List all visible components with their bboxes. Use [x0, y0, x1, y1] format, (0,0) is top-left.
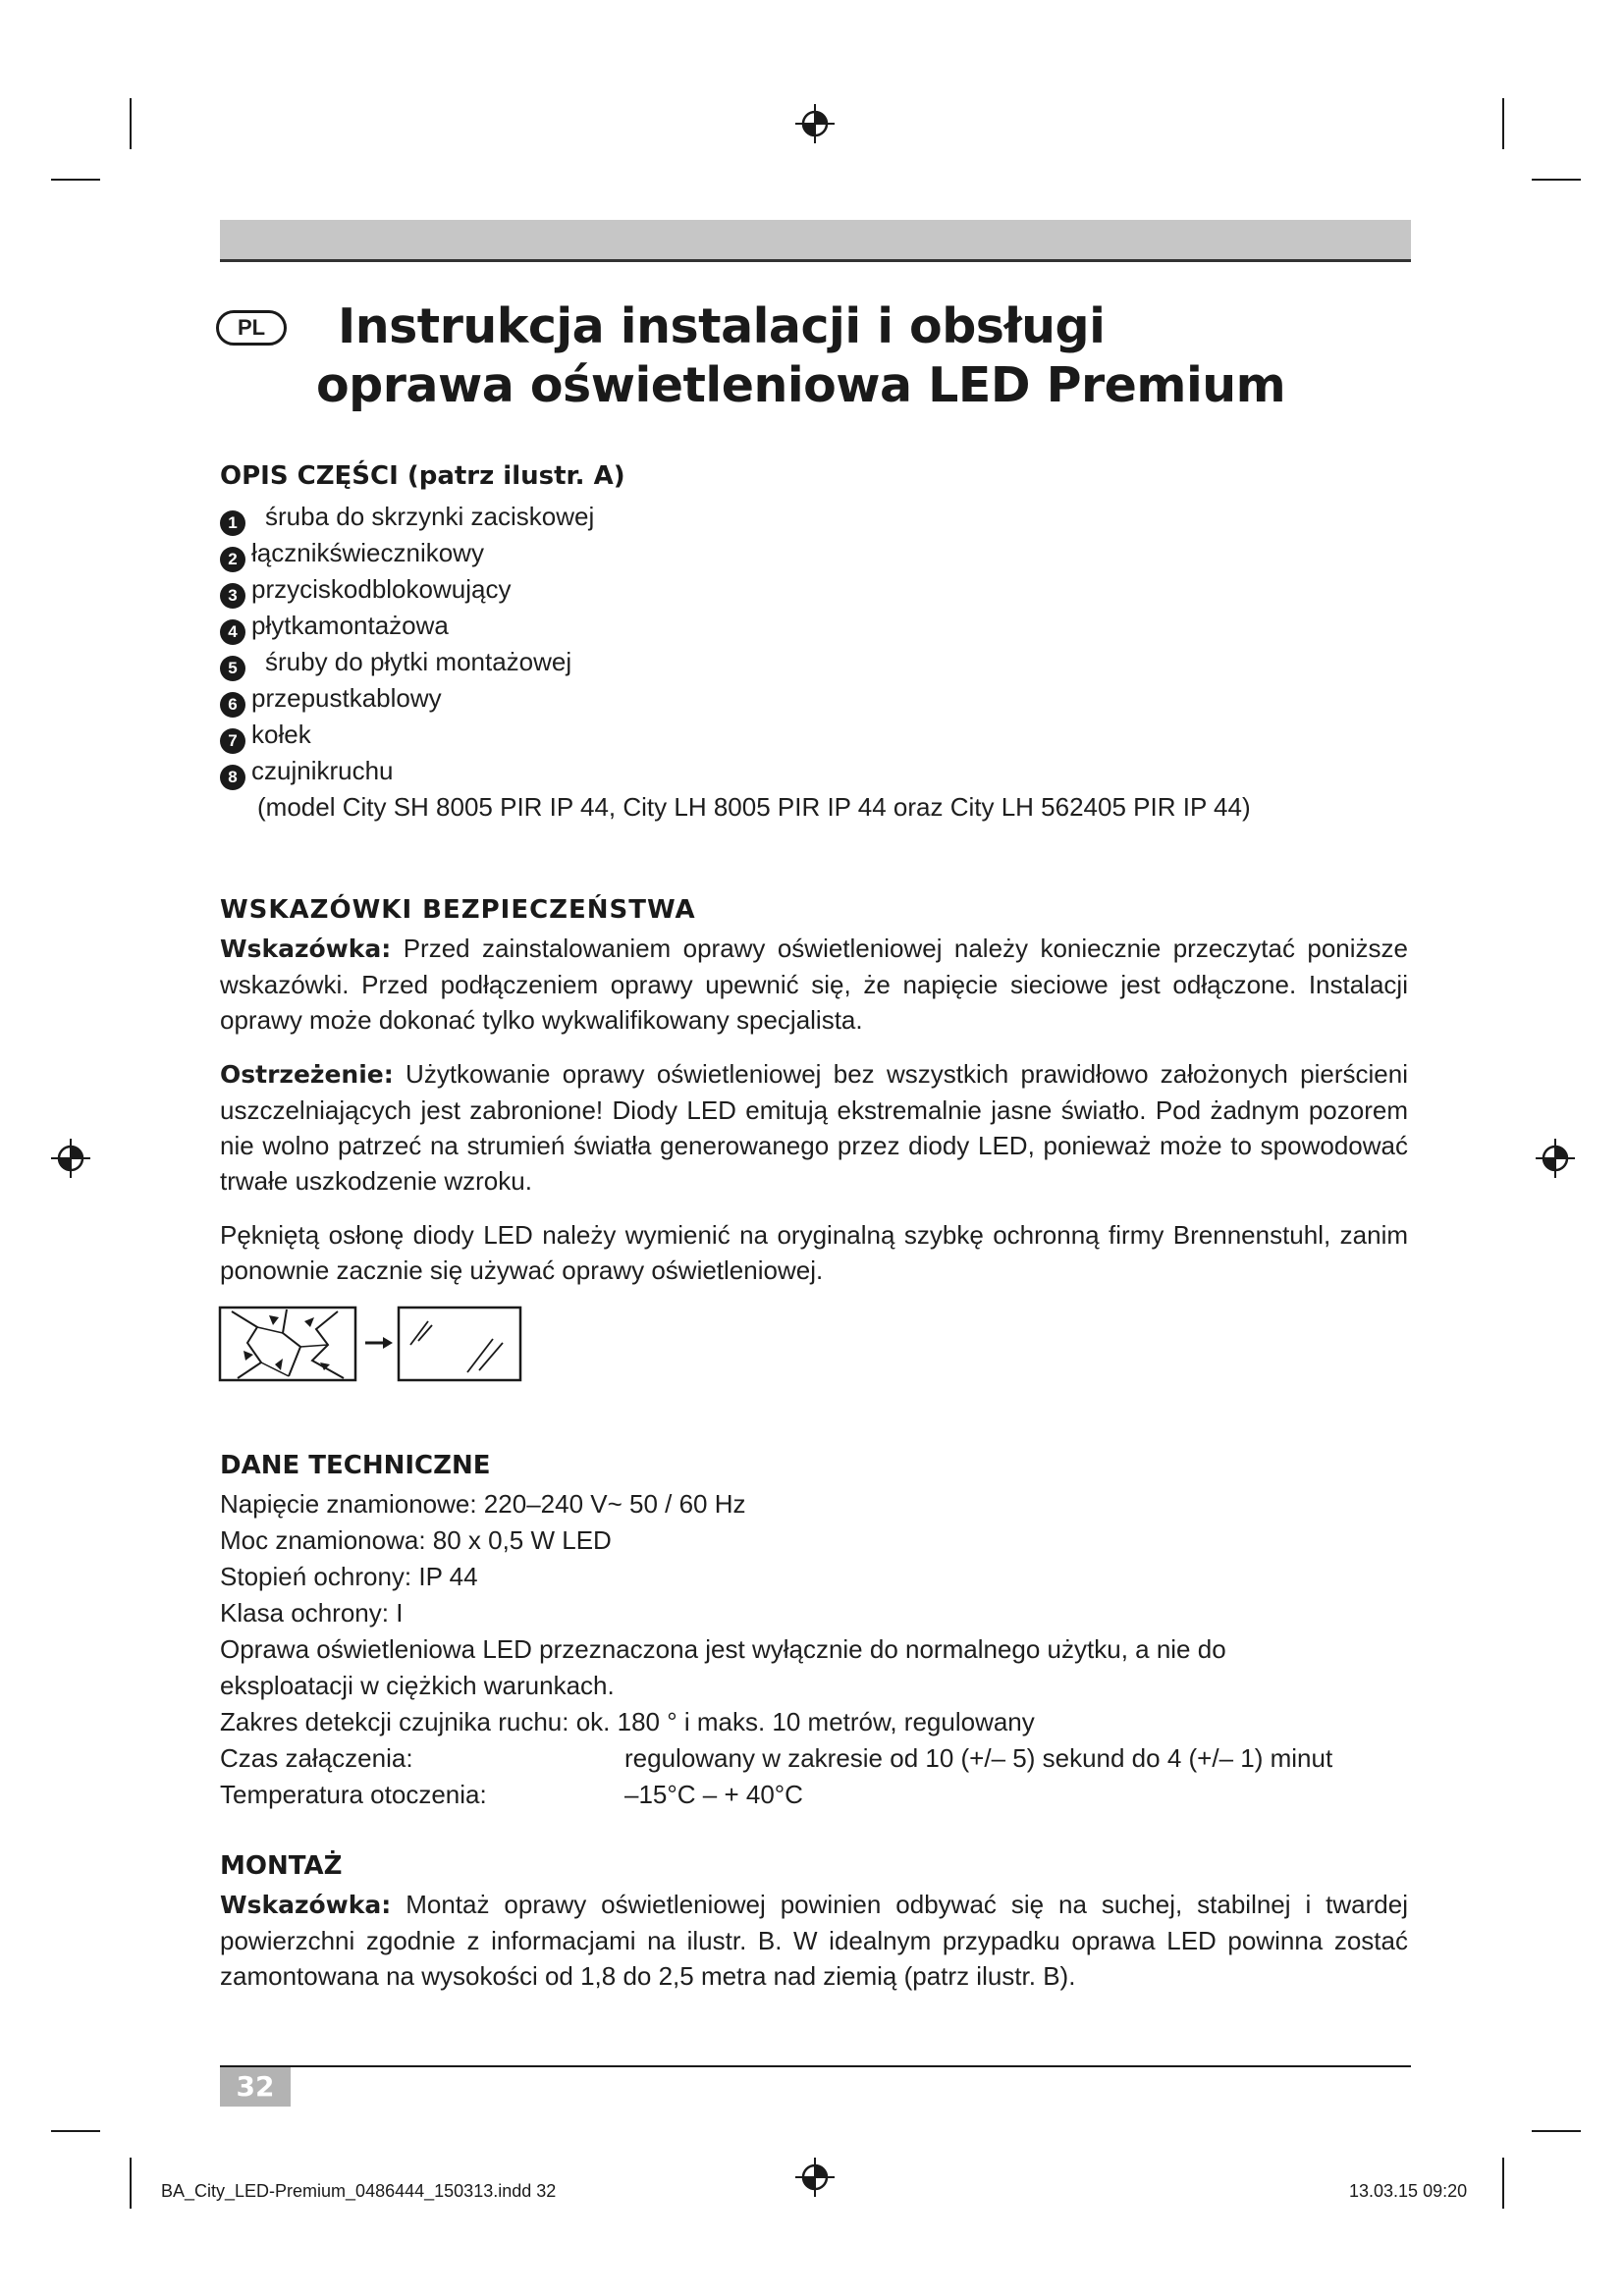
tech-temperature-label: Temperatura otoczenia:	[220, 1780, 487, 1809]
part-item	[220, 753, 394, 790]
safety-note	[220, 931, 1408, 1038]
part-item	[220, 717, 311, 754]
part-number: 8	[220, 765, 245, 790]
tech-usage-line1: Oprawa oświetleniowa LED przeznaczona jest wyłącznie do normalnego użytku, a nie do	[220, 1634, 1226, 1664]
crop-mark	[1532, 179, 1581, 181]
crop-mark	[130, 98, 132, 149]
part-number: 1	[220, 510, 245, 536]
registration-mark-icon	[49, 1137, 92, 1180]
part-number: 6	[220, 692, 245, 718]
language-badge: PL	[216, 310, 287, 346]
crop-mark	[1502, 98, 1504, 149]
safety-warning	[220, 1056, 1408, 1199]
part-label: przepustkablowy	[251, 683, 442, 713]
part-item	[220, 644, 571, 681]
part-item	[220, 535, 484, 572]
tech-ip-rating: Stopień ochrony: IP 44	[220, 1562, 478, 1591]
parts-model-note: (model City SH 8005 PIR IP 44, City LH 8005 PIR IP 44 oraz City LH 562405 PIR IP 44)	[257, 792, 1251, 822]
print-date-time: 13.03.15 09:20	[1349, 2181, 1468, 2201]
part-item	[220, 499, 594, 536]
part-label: śruby do płytki montażowej	[265, 647, 572, 676]
tech-temperature-value: –15°C – + 40°C	[624, 1780, 803, 1809]
header-bar	[220, 220, 1411, 262]
tech-on-time-label: Czas załączenia:	[220, 1743, 413, 1773]
tech-usage-line2: eksploatacji w ciężkich warunkach.	[220, 1671, 615, 1700]
part-label: przyciskodblokowujący	[251, 574, 512, 604]
safety-warning-text: Użytkowanie oprawy oświetleniowej bez wszystkich prawidłowo założonych pierścieni uszczelniających jest zabronione! Diody LED emitują ekstremalnie jasne światło. Pod żadnym pozorem nie wolno patrzeć na strumień światła generowanego przez diody LED, ponieważ może to spowodować trwałe uszkodzenie wzroku.	[220, 1059, 1408, 1196]
safety-heading: WSKAZÓWKI BEZPIECZEŃSTWA	[220, 895, 696, 925]
arrow-right-icon	[365, 1337, 393, 1349]
tech-power: Moc znamionowa: 80 x 0,5 W LED	[220, 1525, 612, 1555]
mounting-note	[220, 1887, 1408, 1994]
parts-heading: OPIS CZĘŚCI (patrz ilustr. A)	[220, 461, 625, 491]
page-title-line1: Instrukcja instalacji i obsługi	[338, 298, 1106, 354]
crop-mark	[1502, 2158, 1504, 2209]
tech-detection-range: Zakres detekcji czujnika ruchu: ok. 180 ° i maks. 10 metrów, regulowany	[220, 1707, 1035, 1736]
mounting-note-text: Montaż oprawy oświetleniowej powinien odbywać się na suchej, stabilnej i twardej powierzchni zgodnie z informacjami na ilustr. B. W idealnym przypadku oprawa LED powinna zostać zamontowana na wysokości od 1,8 do 2,5 metra nad ziemią (patrz ilustr. B).	[220, 1890, 1408, 1991]
crop-mark	[51, 179, 100, 181]
part-label: czujnikruchu	[251, 756, 394, 785]
mounting-note-label: Wskazówka:	[220, 1891, 392, 1919]
safety-note-text: Przed zainstalowaniem oprawy oświetleniowej należy koniecznie przeczytać poniższe wskazówki. Przed podłączeniem oprawy upewnić się, że napięcie sieciowe jest odłączone. Instalacji oprawy może dokonać tylko wykwalifikowany specjalista.	[220, 934, 1408, 1035]
crop-mark	[130, 2158, 132, 2209]
crop-mark	[51, 2130, 100, 2132]
safety-warning-label: Ostrzeżenie:	[220, 1060, 394, 1089]
mounting-heading: MONTAŻ	[220, 1851, 343, 1881]
part-label: płytkamontażowa	[251, 611, 449, 640]
part-item	[220, 680, 442, 718]
registration-mark-icon	[793, 102, 837, 145]
part-number: 3	[220, 583, 245, 609]
tech-protection-class: Klasa ochrony: I	[220, 1598, 404, 1628]
part-number: 4	[220, 619, 245, 645]
part-label: kołek	[251, 720, 311, 749]
safety-note-label: Wskazówka:	[220, 934, 392, 963]
safety-replacement-note: Pękniętą osłonę diody LED należy wymienić na oryginalną szybkę ochronną firmy Brennenstuhl, zanim ponownie zacznie się używać oprawy oświetleniowej.	[220, 1220, 1408, 1285]
tech-heading: DANE TECHNICZNE	[220, 1451, 491, 1480]
tech-voltage: Napięcie znamionowe: 220–240 V~ 50 / 60 Hz	[220, 1489, 746, 1519]
part-label: łącznikświecznikowy	[251, 538, 484, 567]
new-glass-icon	[399, 1308, 520, 1380]
registration-mark-icon	[1534, 1137, 1577, 1180]
registration-mark-icon	[793, 2156, 837, 2199]
crop-mark	[1532, 2130, 1581, 2132]
broken-glass-replacement-illustration	[218, 1304, 524, 1386]
part-item	[220, 608, 449, 645]
part-label: śruba do skrzynki zaciskowej	[265, 502, 595, 531]
part-number: 5	[220, 656, 245, 681]
part-number: 2	[220, 547, 245, 572]
footer-rule	[220, 2065, 1411, 2067]
tech-on-time-value: regulowany w zakresie od 10 (+/– 5) sekund do 4 (+/– 1) minut	[624, 1743, 1333, 1773]
broken-glass-icon	[220, 1308, 355, 1380]
part-item	[220, 571, 511, 609]
part-number: 7	[220, 728, 245, 754]
page-number: 32	[220, 2067, 291, 2107]
print-file-slug: BA_City_LED-Premium_0486444_150313.indd 32	[161, 2181, 557, 2201]
page-title-line2: oprawa oświetleniowa LED Premium	[316, 357, 1286, 413]
